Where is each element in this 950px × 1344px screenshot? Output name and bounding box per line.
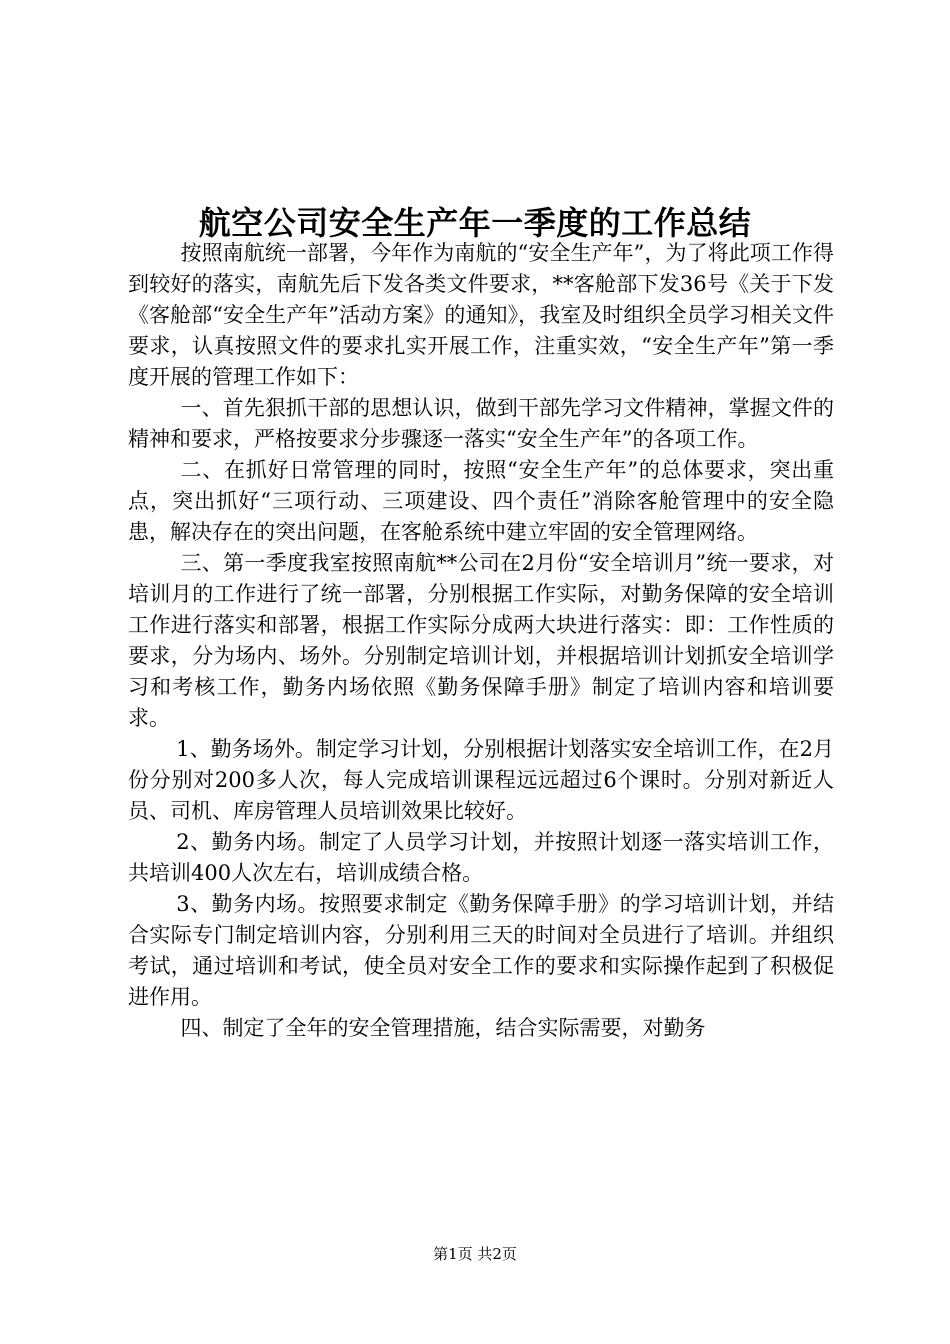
paragraph-section-1: 一、首先狠抓干部的思想认识，做到干部先学习文件精神，掌握文件的精神和要求，严格按要求分步骤逐一落实“安全生产年”的各项工作。 (128, 396, 834, 451)
document-title: 航空公司安全生产年一季度的工作总结 (198, 204, 752, 243)
paragraph-intro: 按照南航统一部署，今年作为南航的“安全生产年”，为了将此项工作得到较好的落实，南航先后下发各类文件要求，**客舱部下发36号《关于下发《客舱部“安全生产年”活动方案》的通知》，我室及时组织全员学习相关文件要求，认真按照文件的要求扎实开展工作，注重实效，“安全生产年”第一季度开展的管理工作如下： (128, 241, 834, 389)
paragraph-item-2: 2、勤务内场。制定了人员学习计划，并按照计划逐一落实培训工作，共培训400人次左右，培训成绩合格。 (128, 830, 834, 885)
paragraph-item-3: 3、勤务内场。按照要求制定《勤务保障手册》的学习培训计划，并结合实际专门制定培训内容，分别利用三天的时间对全员进行了培训。并组织考试，通过培训和考试，使全员对安全工作的要求和实际操作起到了积极促进作用。 (128, 892, 834, 1009)
paragraph-section-3: 三、第一季度我室按照南航**公司在2月份“安全培训月”统一要求，对培训月的工作进行了统一部署，分别根据工作实际，对勤务保障的安全培训工作进行落实和部署，根据工作实际分成两大块进行落实：即：工作性质的要求，分为场内、场外。分别制定培训计划，并根据培训计划抓安全培训学习和考核工作，勤务内场依照《勤务保障手册》制定了培训内容和培训要求。 (128, 551, 834, 730)
document-body (128, 238, 834, 1044)
page-footer: 第1页 共2页 (433, 1245, 517, 1263)
paragraph-section-4: 四、制定了全年的安全管理措施，结合实际需要，对勤务 (180, 1016, 706, 1040)
paragraph-item-1: 1、勤务场外。制定学习计划，分别根据计划落实安全培训工作，在2月份分别对200多人次，每人完成培训课程远远超过6个课时。分别对新近人员、司机、库房管理人员培训效果比较好。 (128, 737, 834, 823)
paragraph-section-2: 二、在抓好日常管理的同时，按照“安全生产年”的总体要求，突出重点，突出抓好“三项行动、三项建设、四个责任”消除客舱管理中的安全隐患，解决存在的突出问题，在客舱系统中建立牢固的安全管理网络。 (128, 458, 834, 544)
